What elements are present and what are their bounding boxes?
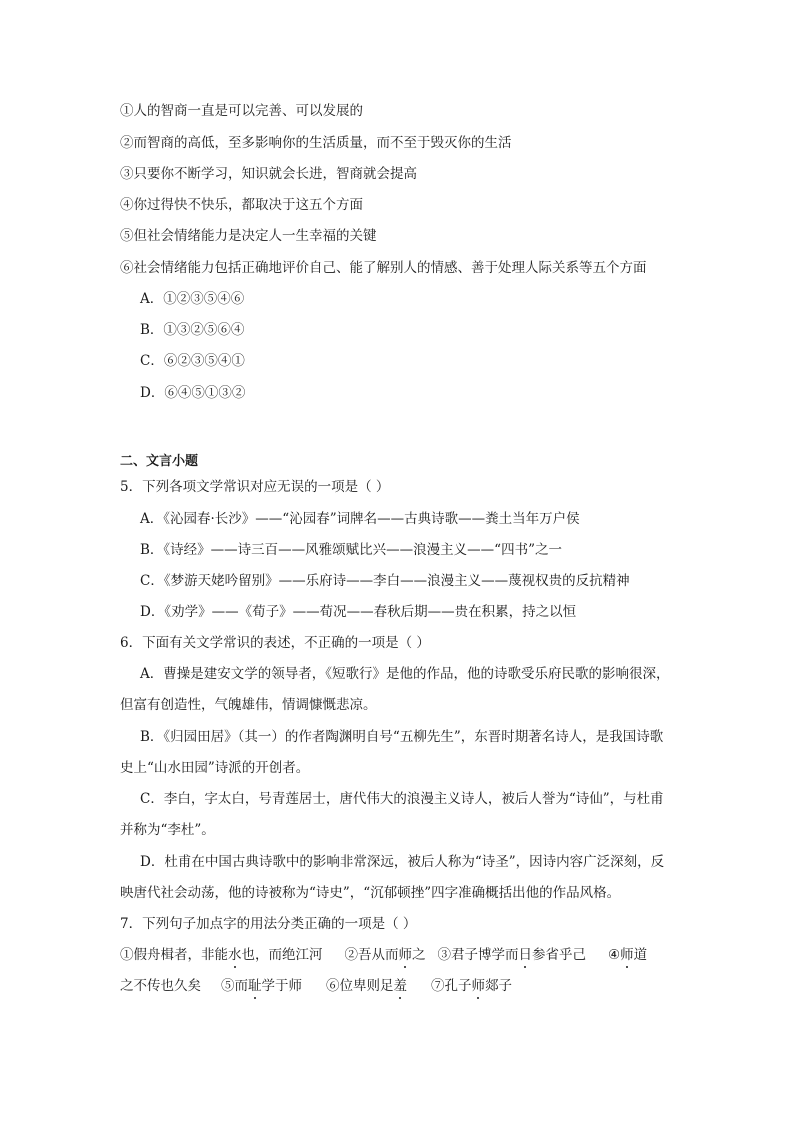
q7-sentences-line2	[120, 976, 512, 996]
q5-option-a: A．《沁园春·长沙》——“沁园春”词牌名——古典诗歌——粪土当年万户侯	[140, 511, 580, 527]
q6-option-d-line1: D．杜甫在中国古典诗歌中的影响非常深远，被后人称为“诗圣”，因诗内容广泛深刻，反	[140, 854, 665, 870]
q6-option-c-line2: 并称为“李杜”。	[120, 822, 215, 838]
q6-option-c-line1: C．李白，字太白，号青莲居士，唐代伟大的浪漫主义诗人，被后人誉为“诗仙”，与杜甫	[140, 791, 664, 807]
q7-s4-pre: ④	[608, 947, 621, 963]
q7-s7-dotted: 师	[471, 978, 485, 994]
section-title: 二、文言小题	[120, 454, 199, 469]
sentence-4: ④你过得快不快乐，都取决于这五个方面	[120, 197, 363, 213]
q7-s7-post: 郯子	[485, 978, 512, 994]
sentence-3: ③只要你不断学习，知识就会长进，智商就会提高	[120, 166, 417, 182]
q5-option-d: D．《劝学》——《荀子》——荀况——春秋后期——贵在积累，持之以恒	[140, 604, 577, 620]
q7-s7-pre: ⑦孔子	[431, 978, 472, 994]
q6-stem: 6．下面有关文学常识的表述，不正确的一项是（ ）	[120, 635, 430, 651]
q7-s6-pre: ⑥位卑则足	[326, 978, 394, 994]
q7-s5-post: 学于师	[261, 978, 302, 994]
q7-s3-dotted: 日	[518, 947, 532, 963]
q6-option-a-line2: 但富有创造性，气魄雄伟，情调慷慨悲凉。	[120, 697, 377, 713]
q7-s1-post: 也，而绝江河	[241, 947, 323, 963]
q5-option-b: B．《诗经》——诗三百——风雅颂赋比兴——浪漫主义——“四书”之一	[140, 542, 562, 558]
q7-s7	[431, 978, 512, 994]
q7-s2-pre: ②吾从而	[344, 947, 399, 963]
q7-s2-post: 之	[412, 947, 426, 963]
q7-s6-dotted: 羞	[393, 978, 407, 994]
sentence-5: ⑤但社会情绪能力是决定人一生幸福的关键	[120, 228, 377, 244]
q7-s6	[326, 978, 407, 994]
q7-s1	[120, 947, 323, 963]
q7-s3-pre: ③君子博学而	[437, 947, 519, 963]
q4-option-b: B．①③②⑤⑥④	[140, 322, 245, 338]
q7-s2-dotted: 师	[398, 947, 412, 963]
q7-s3	[438, 947, 587, 963]
q7-s1-dotted: 水	[228, 947, 242, 963]
sentence-1: ①人的智商一直是可以完善、可以发展的	[120, 103, 363, 119]
q7-s5	[221, 978, 302, 994]
sentence-2: ②而智商的高低，至多影响你的生活质量，而不至于毁灭你的生活	[120, 135, 512, 151]
q7-s1-pre: ①假舟楫者，非能	[120, 947, 228, 963]
q6-option-a-line1: A．曹操是建安文学的领导者，《短歌行》是他的作品，他的诗歌受乐府民歌的影响很深，	[140, 666, 670, 682]
q7-s2	[345, 947, 426, 963]
q7-s4-continued: 之不传也久矣	[120, 978, 201, 994]
q4-option-c: C．⑥②③⑤④①	[140, 353, 245, 369]
sentence-6: ⑥社会情绪能力包括正确地评价自己、能了解别人的情感、善于处理人际关系等五个方面	[120, 260, 647, 276]
q6-option-b-line1: B．《归园田居》（其一）的作者陶渊明自号“五柳先生”，东晋时期著名诗人，是我国诗歌	[140, 729, 664, 745]
q7-s5-pre: ⑤而	[221, 978, 248, 994]
q5-stem: 5．下列各项文学常识对应无误的一项是（ ）	[120, 479, 390, 495]
q7-s5-dotted: 耻	[248, 978, 262, 994]
q6-option-b-line2: 史上“山水田园”诗派的开创者。	[120, 760, 310, 776]
q4-option-d: D．⑥④⑤①③②	[140, 385, 246, 401]
q7-s4-dotted: 师	[620, 947, 634, 963]
q6-option-d-line2: 映唐代社会动荡，他的诗被称为“诗史”，“沉郁顿挫”四字准确概括出他的作品风格。	[120, 885, 621, 901]
q4-option-a: A．①②③⑤④⑥	[140, 291, 245, 307]
q7-s4-post: 道	[633, 947, 648, 963]
q7-stem: 7．下列句子加点字的用法分类正确的一项是（ ）	[120, 916, 417, 932]
q7-s3-post: 参省乎己	[532, 947, 586, 963]
q5-option-c: C．《梦游天姥吟留别》——乐府诗——李白——浪漫主义——蔑视权贵的反抗精神	[140, 573, 630, 589]
q7-s4	[608, 947, 647, 963]
q7-sentences-line1	[120, 945, 647, 965]
